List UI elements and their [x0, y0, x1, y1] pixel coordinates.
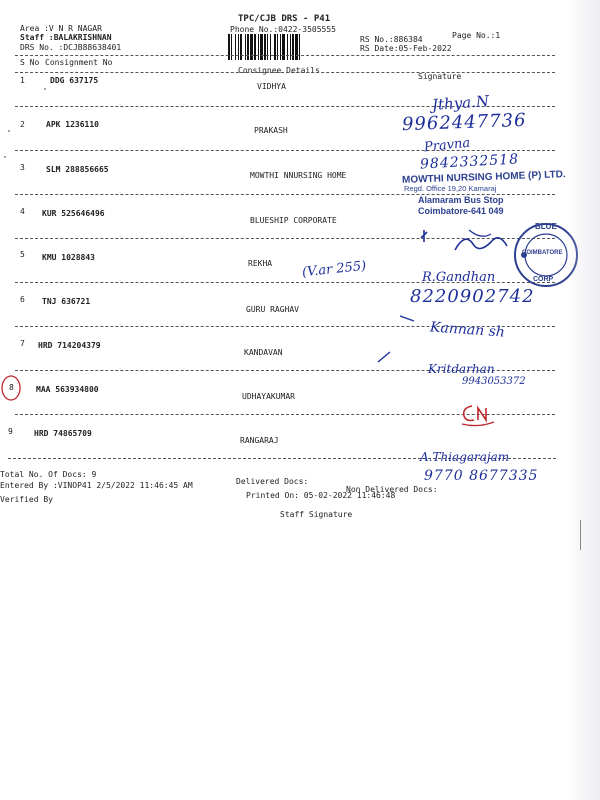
- barcode-bar: [292, 34, 294, 60]
- stamp-name: MOWTHI NURSING HOME (P) LTD.: [401, 169, 566, 186]
- row-sno: 6: [20, 295, 25, 304]
- scan-edge-shadow: [566, 0, 600, 800]
- entered-by: Entered By :VINOP41 2/5/2022 11:46:45 AM: [0, 481, 193, 490]
- column-header-signature: Signature: [418, 72, 462, 81]
- row-consignment-no: TNJ 636721: [42, 297, 91, 306]
- header-bottom-rule: [15, 72, 555, 73]
- barcode-bar: [235, 34, 236, 60]
- row-consignee: REKHA: [248, 259, 273, 268]
- row-consignment-no: KUR 525646496: [42, 209, 105, 218]
- column-header-sno: S No: [20, 58, 40, 67]
- area-field: Area :V N R NAGAR: [20, 24, 102, 33]
- row-consignment-no: HRD 74865709: [34, 429, 92, 438]
- row-consignee: BLUESHIP CORPORATE: [250, 216, 337, 225]
- row-consignment-no: MAA 563934800: [36, 385, 99, 394]
- barcode-bar: [270, 34, 271, 60]
- barcode-bar: [250, 34, 253, 60]
- handwritten-dash-mark: [398, 314, 418, 324]
- round-stamp-top-text: BLUE: [535, 222, 557, 231]
- handwritten-signature-1: Jthya.N: [431, 92, 490, 114]
- row-consignee: VIDHYA: [257, 82, 286, 91]
- rs-number-field: RS No.:886384: [360, 35, 423, 44]
- barcode-bar: [267, 34, 268, 60]
- handwritten-signature-5: R.Gandhan: [422, 270, 496, 285]
- barcode-bar: [280, 34, 281, 60]
- row-consignee: GURU RAGHAV: [246, 305, 299, 314]
- row-divider: [15, 150, 555, 151]
- staff-signature: Staff Signature: [280, 510, 353, 519]
- row-sno: 5: [20, 250, 25, 259]
- row-consignee: UDHAYAKUMAR: [242, 392, 295, 401]
- handwritten-signature-9: A.Thiagarajam: [420, 450, 510, 464]
- handwritten-signature-2: Pravna: [423, 135, 471, 156]
- stamp-address-3: Coimbatore-641 049: [418, 206, 504, 216]
- total-docs: Total No. Of Docs: 9: [0, 470, 97, 479]
- row-sno: 7: [20, 339, 25, 348]
- verified-by: Verified By: [0, 495, 53, 504]
- barcode-bar: [299, 34, 300, 60]
- stamp-address-1: Regd. Office 19,20 Kamaraj: [404, 184, 497, 193]
- phone-number: Phone No.:0422-3505555: [230, 25, 336, 34]
- handwritten-phone-9: 9770 8677335: [424, 468, 539, 484]
- barcode-bar: [282, 34, 285, 60]
- rs-date-field: RS Date:05-Feb-2022: [360, 44, 452, 53]
- sheet-title: TPC/CJB DRS - P41: [238, 14, 331, 24]
- row-consignment-no: KMU 1028843: [42, 253, 95, 262]
- drs-number-field: DRS No. :DCJB88638401: [20, 43, 122, 52]
- round-stamp-middle-text: COIMBATORE: [522, 250, 563, 256]
- row-sno: 2: [20, 120, 25, 129]
- column-header-consignee: Consignee Details: [238, 66, 320, 75]
- handwritten-signature-8: Kritdarhan: [428, 362, 495, 376]
- handwritten-signature-7: Kannan sh: [429, 319, 506, 341]
- red-ink-mark: [458, 400, 498, 428]
- scan-speck: [8, 130, 10, 132]
- barcode-bar: [260, 34, 263, 60]
- scan-speck: [580, 520, 581, 550]
- barcode-bar: [258, 34, 259, 60]
- staff-field: Staff :BALAKRISHNAN: [20, 33, 112, 42]
- row-consignment-no: HRD 714204379: [38, 341, 101, 350]
- barcode-bar: [264, 34, 266, 60]
- handwritten-signature-scribble: [415, 224, 515, 264]
- handwritten-phone-5: 8220902742: [410, 286, 535, 307]
- scan-speck: [44, 88, 46, 90]
- non-delivered-docs: Non Delivered Docs:: [346, 485, 438, 494]
- row-consignment-no: APK 1236110: [46, 120, 99, 129]
- scan-speck: [4, 156, 6, 158]
- barcode-bar: [274, 34, 276, 60]
- barcode-bar: [247, 34, 249, 60]
- barcode-bar: [238, 34, 239, 60]
- row-sno: 1: [20, 76, 25, 85]
- barcode: [228, 34, 352, 62]
- row-sno: 3: [20, 163, 25, 172]
- barcode-bar: [254, 34, 256, 60]
- row-consignment-no: SLM 288856665: [46, 165, 109, 174]
- row-consignee: PRAKASH: [254, 126, 288, 135]
- row-sno: 8: [9, 383, 14, 392]
- handwritten-phone-8: 9943053372: [462, 376, 526, 387]
- red-circle-mark: [0, 374, 24, 404]
- row-sno: 4: [20, 207, 25, 216]
- barcode-bar: [287, 34, 288, 60]
- round-stamp-bottom-text: CORP: [533, 276, 554, 283]
- delivered-docs: Delivered Docs:: [236, 477, 309, 486]
- barcode-bar: [231, 34, 232, 60]
- row-consignee: KANDAVAN: [244, 348, 283, 357]
- barcode-bar: [277, 34, 278, 60]
- handwritten-dash-mark: [376, 350, 396, 364]
- stamp-address-2: Alamaram Bus Stop: [418, 195, 504, 205]
- handwritten-phone-1: 9962447736: [401, 109, 527, 136]
- handwritten-note-5: (V.ar 255): [301, 258, 367, 281]
- barcode-bar: [295, 34, 298, 60]
- barcode-bar: [228, 34, 230, 60]
- barcode-bar: [245, 34, 246, 60]
- page-number: Page No.:1: [452, 31, 501, 40]
- row-sno: 9: [8, 427, 13, 436]
- printed-on: Printed On: 05-02-2022 11:46:48: [246, 491, 396, 500]
- barcode-bar: [240, 34, 242, 60]
- row-consignee: RANGARAJ: [240, 436, 279, 445]
- row-consignment-no: DDG 637175: [50, 76, 99, 85]
- column-header-consignment: Consignment No: [45, 58, 113, 67]
- barcode-bar: [290, 34, 291, 60]
- row-consignee: MOWTHI NNURSING HOME: [250, 171, 347, 180]
- header-rule: [15, 55, 555, 56]
- handwritten-phone-2: 9842332518: [419, 151, 520, 173]
